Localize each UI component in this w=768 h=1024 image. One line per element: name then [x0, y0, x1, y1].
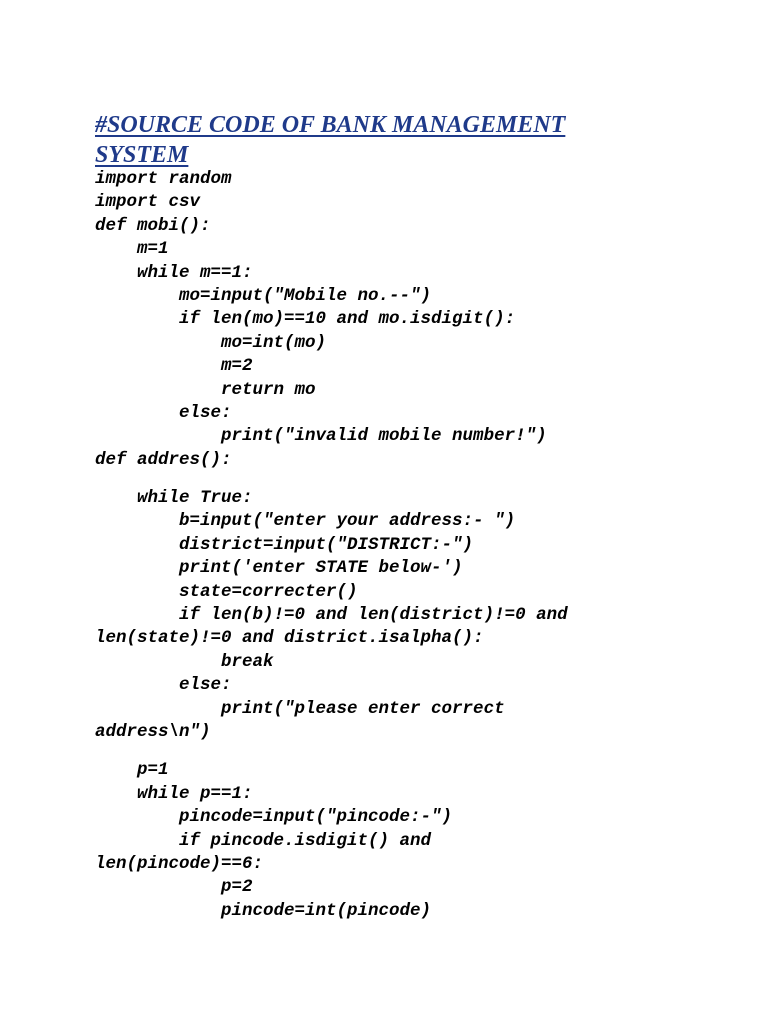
code-line: district=input("DISTRICT:-") [95, 534, 474, 555]
code-line: m=2 [95, 356, 253, 377]
code-line: state=correcter() [95, 581, 358, 602]
code-line: import random [95, 169, 232, 189]
code-line: import csv [95, 192, 201, 213]
code-line: mo=int(mo) [95, 332, 327, 353]
code-line [95, 744, 735, 759]
code-line: p=1 [95, 760, 169, 781]
code-line: address\n") [95, 721, 211, 742]
code-line: def addres(): [95, 449, 232, 470]
source-code-block [95, 168, 735, 923]
code-line: if len(b)!=0 and len(district)!=0 and [95, 605, 568, 626]
code-line: pincode=input("pincode:-") [95, 807, 453, 828]
code-line: while True: [95, 488, 253, 509]
code-line: while p==1: [95, 783, 253, 804]
code-line [95, 472, 735, 487]
code-line: return mo [95, 379, 316, 400]
code-line: len(pincode)==6: [95, 853, 264, 874]
code-line: break [95, 651, 274, 672]
code-line: print("invalid mobile number!") [95, 426, 547, 447]
code-line: if pincode.isdigit() and [95, 830, 432, 851]
code-line: else: [95, 402, 232, 423]
code-line: print("please enter correct [95, 698, 505, 719]
heading-line-1: #SOURCE CODE OF BANK MANAGEMENT [95, 112, 566, 138]
code-line: def mobi(): [95, 215, 211, 236]
code-line: if len(mo)==10 and mo.isdigit(): [95, 309, 516, 330]
document-heading [95, 110, 695, 170]
code-line: p=2 [95, 877, 253, 898]
code-line: else: [95, 675, 232, 696]
code-line: m=1 [95, 239, 169, 260]
code-line: mo=input("Mobile no.--") [95, 285, 432, 306]
code-line: while m==1: [95, 262, 253, 283]
code-line: len(state)!=0 and district.isalpha(): [95, 628, 484, 649]
heading-line-2: SYSTEM [95, 142, 189, 168]
code-line: print('enter STATE below-') [95, 558, 463, 579]
code-line: pincode=int(pincode) [95, 900, 432, 921]
code-line: b=input("enter your address:- ") [95, 511, 516, 532]
